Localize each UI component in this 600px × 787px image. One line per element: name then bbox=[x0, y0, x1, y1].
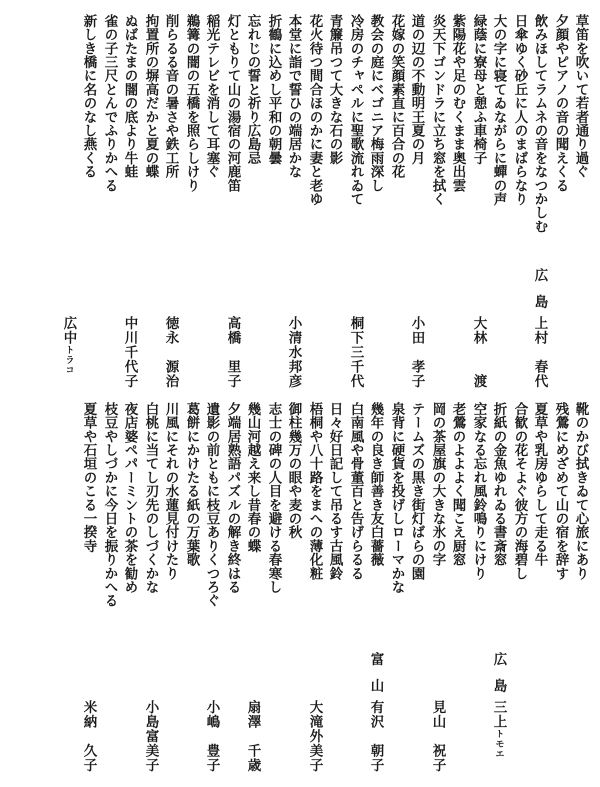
poem-line: 空家なる忘れ風鈴鳴りにけり bbox=[470, 402, 487, 581]
poem-line: 日傘ゆく砂丘に人のまばらなり bbox=[511, 14, 528, 206]
author-name: 見山 祝子 bbox=[429, 700, 446, 773]
author-name: 大滝外美子 bbox=[306, 700, 323, 773]
poem-line: 鵜篝の闇の五橋を照らしけり bbox=[183, 14, 200, 193]
poem-line: 遺影の前ともに枝豆ありくつろぐ bbox=[203, 402, 220, 608]
author-name bbox=[61, 316, 75, 375]
poem-line: 靴のかび拭きゐて心旅にあり bbox=[572, 402, 589, 581]
poem-line: 川風にそれの水蓮見付けたり bbox=[162, 402, 179, 581]
poem-line: 緑蔭に寮母と憩ふ車椅子 bbox=[470, 14, 487, 165]
poem-line: 削らるる音の暑さや鉄工所 bbox=[162, 14, 179, 179]
poem-line: 花嫁の笑顔素直に百合の花 bbox=[388, 14, 405, 179]
poem-line: 新しき橋に名のなし燕くる bbox=[80, 14, 97, 179]
poem-line: 志士の碑の人目を避ける春寒し bbox=[265, 402, 282, 594]
poem-line: 折紙の金魚ゆれゐる書斎窓 bbox=[490, 402, 507, 567]
author-name: 小嶋 豊子 bbox=[203, 700, 220, 773]
author-name: 小清水邦彦 bbox=[285, 316, 302, 389]
poem-line: 大の字に寝てゐながらに蟬の声 bbox=[490, 14, 507, 206]
poem-line: 稲光テレビを消して耳塞ぐ bbox=[203, 14, 220, 179]
poem-line: 草笛を吹いて若者通り過ぐ bbox=[572, 14, 589, 179]
author-name: 中川千代子 bbox=[121, 316, 138, 389]
poem-line: 雀の子三尺とんでふりかへる bbox=[101, 14, 118, 193]
poem-line: 炎天下ゴンドラに立ち窓を拭く bbox=[429, 14, 446, 206]
poem-line: 幾年の良き師善き友白薔薇 bbox=[367, 402, 384, 567]
poem-line: 夕顔やピアノの音の聞えくる bbox=[552, 14, 569, 193]
author-name-main: 三上 bbox=[490, 700, 507, 729]
poem-line: 忘れじの誓と祈り広島忌 bbox=[244, 14, 261, 165]
author-name-suffix: トモエ bbox=[493, 729, 504, 759]
author-name: 小島富美子 bbox=[142, 700, 159, 773]
author-location: 広島 bbox=[531, 268, 548, 321]
poem-line: 花火待つ間合ほのかに妻と老ゆ bbox=[306, 14, 323, 206]
poem-line: 幾山河越え来し昔春の蝶 bbox=[244, 402, 261, 553]
poem-line: 本堂に詣で誓ひの端居かな bbox=[285, 14, 302, 179]
poem-line: 紫陽花や足のむくまま奥出雲 bbox=[449, 14, 466, 193]
poem-line: 飲みほしてラムネの音をなつかしむ bbox=[531, 14, 548, 234]
author-name: 徳永 源治 bbox=[162, 316, 179, 389]
poem-line: 灯ともりて山の湯宿の河鹿笛 bbox=[224, 14, 241, 193]
poem-line: 夜店婆ペパーミントの茶を勧め bbox=[121, 402, 138, 594]
poem-line: 日々好日記して吊るす古風鈴 bbox=[326, 402, 343, 581]
poem-line: 青簾吊つて大きな石の影 bbox=[326, 14, 343, 165]
author-name: 上村 春代 bbox=[531, 316, 548, 389]
poem-line: 葛餅にかけたる紙の万葉歌 bbox=[183, 402, 200, 567]
poem-line: 白南風や骨董百と告げらるる bbox=[347, 402, 364, 581]
poem-line: 道の辺の不動明王夏の月 bbox=[408, 14, 425, 165]
poem-line: テームズの黒き街灯ばらの園 bbox=[408, 402, 425, 581]
poem-line: 岡の茶屋旗の大きな氷の字 bbox=[429, 402, 446, 567]
author-name bbox=[491, 700, 505, 759]
poem-line: 白桃に当てし刃先のしづくかな bbox=[142, 402, 159, 594]
poem-line: 折鶴に込めし平和の朝曇 bbox=[265, 14, 282, 165]
poem-line: 夕端居熟語パズルの解き終はる bbox=[224, 402, 241, 594]
poem-line: 残鶯にめざめて山の宿を辞す bbox=[552, 402, 569, 581]
poem-line: 教会の庭にベゴニア梅雨深し bbox=[367, 14, 384, 193]
author-name: 桐下三千代 bbox=[347, 316, 364, 389]
author-name: 小田 孝子 bbox=[408, 316, 425, 389]
author-name: 大林 渡 bbox=[470, 316, 487, 389]
author-name-suffix: トラコ bbox=[63, 345, 74, 375]
poem-line: 御柱幾万の眼や麦の秋 bbox=[285, 402, 302, 539]
poem-line: 冷房のチャペルに聖歌流れゐて bbox=[347, 14, 364, 206]
poem-line: 拘置所の塀高だかと夏の蝶 bbox=[142, 14, 159, 179]
author-name-main: 広中 bbox=[60, 316, 77, 345]
poem-line: 泉背に硬貨を投げしローマかな bbox=[388, 402, 405, 594]
poem-line: 枝豆やしづかに今日を振りかへる bbox=[101, 402, 118, 608]
poem-line: 合歓の花そよぐ彼方の海碧し bbox=[511, 402, 528, 581]
author-name: 高橋 里子 bbox=[224, 316, 241, 389]
poem-line: 夏草や乳房ゆらして走る牛 bbox=[531, 402, 548, 567]
poem-line: 梧桐や八十路をまへの薄化粧 bbox=[306, 402, 323, 581]
author-name: 有沢 朝子 bbox=[367, 700, 384, 773]
author-location: 富山 bbox=[367, 652, 384, 705]
poem-line: ぬばたまの闇の底より牛蛙 bbox=[121, 14, 138, 179]
poem-line: 老鶯のよよよく聞こえ厨窓 bbox=[449, 402, 466, 567]
author-name: 米納 久子 bbox=[80, 700, 97, 773]
author-name: 扇澤 千歳 bbox=[244, 700, 261, 773]
author-location: 広島 bbox=[490, 652, 507, 705]
poem-line: 夏草や石垣のこる一揆寺 bbox=[80, 402, 97, 553]
